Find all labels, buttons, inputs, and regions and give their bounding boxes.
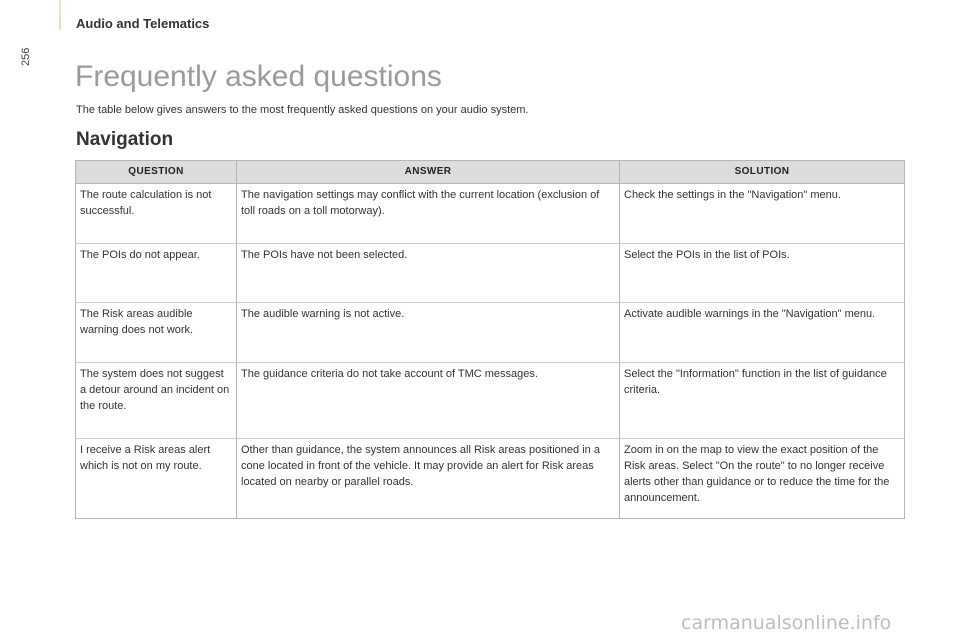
watermark: carmanualsonline.info: [681, 612, 892, 634]
column-header-answer: ANSWER: [237, 161, 620, 184]
question-cell: The route calculation is not successful.: [76, 184, 237, 244]
table-header-row: [76, 161, 905, 184]
answer-cell: The guidance criteria do not take account of TMC messages.: [237, 363, 620, 439]
answer-cell: Other than guidance, the system announces all Risk areas positioned in a cone located in front of the vehicle. It may provide an alert for Risk areas located on nearby or parallel roads.: [237, 439, 620, 519]
header-rule: [59, 0, 61, 30]
table-row: [76, 439, 905, 519]
section-title: Audio and Telematics: [76, 16, 210, 31]
solution-cell: Select the POIs in the list of POIs.: [620, 244, 905, 303]
table-row: [76, 184, 905, 244]
table-row: [76, 363, 905, 439]
question-cell: The system does not suggest a detour around an incident on the route.: [76, 363, 237, 439]
solution-cell: Zoom in on the map to view the exact position of the Risk areas. Select "On the route" to no longer receive alerts other than guidance or to reduce the time for the announcement.: [620, 439, 905, 519]
solution-cell: Select the "Information" function in the list of guidance criteria.: [620, 363, 905, 439]
intro-text: The table below gives answers to the most frequently asked questions on your audio system.: [76, 104, 529, 116]
question-cell: The Risk areas audible warning does not work.: [76, 303, 237, 363]
column-header-solution: SOLUTION: [620, 161, 905, 184]
page-title: Frequently asked questions: [75, 60, 442, 93]
question-cell: I receive a Risk areas alert which is not on my route.: [76, 439, 237, 519]
subsection-title: Navigation: [76, 129, 174, 150]
page-number: 256: [20, 47, 32, 66]
faq-table: [75, 160, 905, 519]
solution-cell: Check the settings in the "Navigation" menu.: [620, 184, 905, 244]
answer-cell: The navigation settings may conflict with the current location (exclusion of toll roads on a toll motorway).: [237, 184, 620, 244]
solution-cell: Activate audible warnings in the "Navigation" menu.: [620, 303, 905, 363]
table-row: [76, 303, 905, 363]
answer-cell: The audible warning is not active.: [237, 303, 620, 363]
question-cell: The POIs do not appear.: [76, 244, 237, 303]
column-header-question: QUESTION: [76, 161, 237, 184]
answer-cell: The POIs have not been selected.: [237, 244, 620, 303]
table-row: [76, 244, 905, 303]
